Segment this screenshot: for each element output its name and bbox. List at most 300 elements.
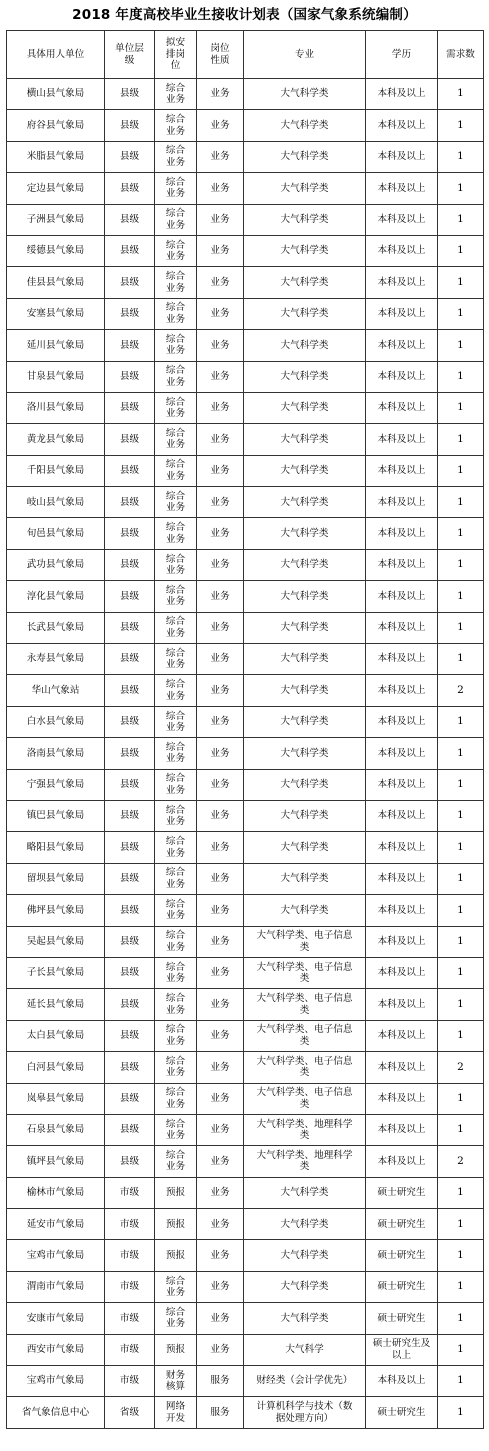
table-row <box>7 79 484 110</box>
education-cell: 本科及以上 <box>366 235 438 266</box>
education-cell: 本科及以上 <box>366 706 438 737</box>
table-row <box>7 1303 484 1334</box>
education-cell: 本科及以上 <box>366 141 438 172</box>
major-cell: 大气科学类 <box>244 235 366 266</box>
table-row <box>7 1334 484 1365</box>
employer-cell: 延安市气象局 <box>7 1209 105 1240</box>
education-cell: 本科及以上 <box>366 1083 438 1114</box>
major-cell: 大气科学类、地理科学类 <box>244 1114 366 1145</box>
demand-count-cell: 1 <box>438 424 484 455</box>
employer-cell: 省气象信息中心 <box>7 1397 105 1428</box>
employer-cell: 宝鸡市气象局 <box>7 1240 105 1271</box>
demand-count-cell: 1 <box>438 957 484 988</box>
planned-post-cell: 综合业务 <box>155 957 197 988</box>
unit-level-cell: 县级 <box>105 989 155 1020</box>
demand-count-cell: 2 <box>438 1146 484 1177</box>
post-nature-cell: 业务 <box>197 989 244 1020</box>
table-row <box>7 957 484 988</box>
education-cell: 本科及以上 <box>366 1114 438 1145</box>
planned-post-cell: 综合业务 <box>155 581 197 612</box>
planned-post-cell: 综合业务 <box>155 1052 197 1083</box>
post-nature-cell: 服务 <box>197 1366 244 1397</box>
planned-post-cell: 综合业务 <box>155 267 197 298</box>
table-row <box>7 298 484 329</box>
table-row <box>7 832 484 863</box>
demand-count-cell: 1 <box>438 1271 484 1302</box>
unit-level-cell: 县级 <box>105 863 155 894</box>
education-cell: 本科及以上 <box>366 769 438 800</box>
unit-level-cell: 县级 <box>105 675 155 706</box>
employer-cell: 略阳县气象局 <box>7 832 105 863</box>
unit-level-cell: 省级 <box>105 1397 155 1428</box>
post-nature-cell: 业务 <box>197 675 244 706</box>
employer-cell: 华山气象站 <box>7 675 105 706</box>
demand-count-cell: 1 <box>438 769 484 800</box>
recruitment-plan-table <box>6 30 484 1429</box>
major-cell: 大气科学类 <box>244 1177 366 1208</box>
table-row <box>7 675 484 706</box>
table-row <box>7 581 484 612</box>
planned-post-cell: 综合业务 <box>155 926 197 957</box>
planned-post-cell: 综合业务 <box>155 487 197 518</box>
planned-post-cell: 综合业务 <box>155 832 197 863</box>
education-cell: 硕士研究生及以上 <box>366 1334 438 1365</box>
demand-count-cell: 1 <box>438 1209 484 1240</box>
employer-cell: 子洲县气象局 <box>7 204 105 235</box>
major-cell: 大气科学类 <box>244 424 366 455</box>
unit-level-cell: 县级 <box>105 110 155 141</box>
demand-count-cell: 1 <box>438 330 484 361</box>
demand-count-cell: 1 <box>438 1397 484 1428</box>
demand-count-cell: 1 <box>438 800 484 831</box>
demand-count-cell: 1 <box>438 989 484 1020</box>
demand-count-cell: 1 <box>438 455 484 486</box>
demand-count-cell: 1 <box>438 392 484 423</box>
planned-post-cell: 综合业务 <box>155 1146 197 1177</box>
major-cell: 大气科学类、电子信息类 <box>244 1083 366 1114</box>
unit-level-cell: 县级 <box>105 361 155 392</box>
major-cell: 大气科学类、电子信息类 <box>244 957 366 988</box>
planned-post-cell: 综合业务 <box>155 644 197 675</box>
table-row <box>7 1146 484 1177</box>
post-nature-cell: 业务 <box>197 1083 244 1114</box>
education-cell: 本科及以上 <box>366 424 438 455</box>
post-nature-cell: 业务 <box>197 832 244 863</box>
table-row <box>7 235 484 266</box>
employer-cell: 留坝县气象局 <box>7 863 105 894</box>
employer-cell: 绥德县气象局 <box>7 235 105 266</box>
unit-level-cell: 县级 <box>105 1083 155 1114</box>
major-cell: 大气科学类 <box>244 455 366 486</box>
demand-count-cell: 2 <box>438 1052 484 1083</box>
employer-cell: 岐山县气象局 <box>7 487 105 518</box>
planned-post-cell: 综合业务 <box>155 298 197 329</box>
education-cell: 本科及以上 <box>366 957 438 988</box>
education-cell: 本科及以上 <box>366 298 438 329</box>
post-nature-cell: 业务 <box>197 235 244 266</box>
demand-count-cell: 1 <box>438 267 484 298</box>
post-nature-cell: 业务 <box>197 110 244 141</box>
planned-post-cell: 综合业务 <box>155 863 197 894</box>
planned-post-cell: 综合业务 <box>155 549 197 580</box>
table-row <box>7 612 484 643</box>
planned-post-cell: 综合业务 <box>155 518 197 549</box>
unit-level-cell: 县级 <box>105 800 155 831</box>
post-nature-cell: 业务 <box>197 298 244 329</box>
unit-level-cell: 县级 <box>105 706 155 737</box>
demand-count-cell: 1 <box>438 581 484 612</box>
unit-level-cell: 县级 <box>105 455 155 486</box>
table-row <box>7 1177 484 1208</box>
table-row <box>7 330 484 361</box>
employer-cell: 宝鸡市气象局 <box>7 1366 105 1397</box>
planned-post-cell: 综合业务 <box>155 361 197 392</box>
unit-level-cell: 县级 <box>105 487 155 518</box>
employer-cell: 横山县气象局 <box>7 79 105 110</box>
major-cell: 大气科学类 <box>244 549 366 580</box>
major-cell: 大气科学类 <box>244 863 366 894</box>
major-cell: 大气科学类 <box>244 361 366 392</box>
education-cell: 硕士研究生 <box>366 1209 438 1240</box>
employer-cell: 洛川县气象局 <box>7 392 105 423</box>
education-cell: 本科及以上 <box>366 518 438 549</box>
unit-level-cell: 县级 <box>105 612 155 643</box>
post-nature-cell: 业务 <box>197 424 244 455</box>
table-row <box>7 1240 484 1271</box>
planned-post-cell: 综合业务 <box>155 1083 197 1114</box>
planned-post-cell: 综合业务 <box>155 424 197 455</box>
planned-post-cell: 综合业务 <box>155 141 197 172</box>
unit-level-cell: 县级 <box>105 235 155 266</box>
unit-level-cell: 县级 <box>105 204 155 235</box>
post-nature-cell: 业务 <box>197 926 244 957</box>
demand-count-cell: 1 <box>438 110 484 141</box>
major-cell: 大气科学类 <box>244 141 366 172</box>
major-cell: 大气科学类 <box>244 518 366 549</box>
employer-cell: 永寿县气象局 <box>7 644 105 675</box>
post-nature-cell: 业务 <box>197 800 244 831</box>
major-cell: 大气科学类 <box>244 769 366 800</box>
major-cell: 大气科学类 <box>244 832 366 863</box>
employer-cell: 渭南市气象局 <box>7 1271 105 1302</box>
post-nature-cell: 业务 <box>197 141 244 172</box>
page-title: 2018 年度高校毕业生接收计划表（国家气象系统编制） <box>72 7 417 23</box>
unit-level-cell: 县级 <box>105 895 155 926</box>
major-cell: 大气科学类 <box>244 1303 366 1334</box>
demand-count-cell: 1 <box>438 644 484 675</box>
unit-level-cell: 县级 <box>105 1146 155 1177</box>
planned-post-cell: 综合业务 <box>155 110 197 141</box>
employer-cell: 米脂县气象局 <box>7 141 105 172</box>
planned-post-cell: 综合业务 <box>155 79 197 110</box>
planned-post-cell: 综合业务 <box>155 675 197 706</box>
unit-level-cell: 县级 <box>105 1114 155 1145</box>
employer-cell: 安康市气象局 <box>7 1303 105 1334</box>
demand-count-cell: 1 <box>438 1114 484 1145</box>
education-cell: 本科及以上 <box>366 455 438 486</box>
demand-count-cell: 1 <box>438 1366 484 1397</box>
post-nature-cell: 业务 <box>197 1271 244 1302</box>
unit-level-cell: 县级 <box>105 549 155 580</box>
demand-count-cell: 1 <box>438 738 484 769</box>
planned-post-cell: 预报 <box>155 1240 197 1271</box>
unit-level-cell: 县级 <box>105 769 155 800</box>
planned-post-cell: 综合业务 <box>155 706 197 737</box>
planned-post-cell: 综合业务 <box>155 989 197 1020</box>
unit-level-cell: 市级 <box>105 1271 155 1302</box>
post-nature-cell: 业务 <box>197 361 244 392</box>
demand-count-cell: 1 <box>438 1177 484 1208</box>
major-cell: 大气科学类 <box>244 706 366 737</box>
education-cell: 硕士研究生 <box>366 1271 438 1302</box>
employer-cell: 千阳县气象局 <box>7 455 105 486</box>
education-cell: 硕士研究生 <box>366 1303 438 1334</box>
unit-level-cell: 县级 <box>105 173 155 204</box>
employer-cell: 白水县气象局 <box>7 706 105 737</box>
table-row <box>7 1114 484 1145</box>
major-cell: 大气科学类 <box>244 173 366 204</box>
post-nature-cell: 服务 <box>197 1397 244 1428</box>
employer-cell: 洛南县气象局 <box>7 738 105 769</box>
employer-cell: 淳化县气象局 <box>7 581 105 612</box>
post-nature-cell: 业务 <box>197 455 244 486</box>
demand-count-cell: 1 <box>438 235 484 266</box>
demand-count-cell: 1 <box>438 895 484 926</box>
post-nature-cell: 业务 <box>197 1177 244 1208</box>
post-nature-cell: 业务 <box>197 204 244 235</box>
unit-level-cell: 县级 <box>105 1052 155 1083</box>
education-cell: 本科及以上 <box>366 895 438 926</box>
post-nature-cell: 业务 <box>197 549 244 580</box>
education-cell: 本科及以上 <box>366 581 438 612</box>
demand-count-cell: 1 <box>438 1083 484 1114</box>
header-employer: 具体用人单位 <box>7 31 105 79</box>
employer-cell: 武功县气象局 <box>7 549 105 580</box>
unit-level-cell: 县级 <box>105 424 155 455</box>
employer-cell: 延长县气象局 <box>7 989 105 1020</box>
post-nature-cell: 业务 <box>197 738 244 769</box>
demand-count-cell: 1 <box>438 1020 484 1051</box>
major-cell: 大气科学类 <box>244 738 366 769</box>
education-cell: 本科及以上 <box>366 330 438 361</box>
major-cell: 大气科学类 <box>244 1209 366 1240</box>
planned-post-cell: 综合业务 <box>155 1114 197 1145</box>
demand-count-cell: 1 <box>438 173 484 204</box>
education-cell: 本科及以上 <box>366 1020 438 1051</box>
header-post-nature: 岗位性质 <box>197 31 244 79</box>
employer-cell: 岚皋县气象局 <box>7 1083 105 1114</box>
table-row <box>7 518 484 549</box>
table-row <box>7 989 484 1020</box>
table-row <box>7 1020 484 1051</box>
employer-cell: 黄龙县气象局 <box>7 424 105 455</box>
planned-post-cell: 预报 <box>155 1209 197 1240</box>
employer-cell: 太白县气象局 <box>7 1020 105 1051</box>
planned-post-cell: 综合业务 <box>155 612 197 643</box>
post-nature-cell: 业务 <box>197 1334 244 1365</box>
education-cell: 本科及以上 <box>366 832 438 863</box>
unit-level-cell: 县级 <box>105 738 155 769</box>
table-row <box>7 895 484 926</box>
major-cell: 大气科学类 <box>244 110 366 141</box>
post-nature-cell: 业务 <box>197 1240 244 1271</box>
employer-cell: 榆林市气象局 <box>7 1177 105 1208</box>
unit-level-cell: 市级 <box>105 1366 155 1397</box>
education-cell: 本科及以上 <box>366 644 438 675</box>
education-cell: 本科及以上 <box>366 800 438 831</box>
major-cell: 大气科学类 <box>244 330 366 361</box>
education-cell: 硕士研究生 <box>366 1240 438 1271</box>
education-cell: 本科及以上 <box>366 1146 438 1177</box>
education-cell: 本科及以上 <box>366 173 438 204</box>
employer-cell: 佳县县气象局 <box>7 267 105 298</box>
unit-level-cell: 县级 <box>105 644 155 675</box>
post-nature-cell: 业务 <box>197 1303 244 1334</box>
unit-level-cell: 县级 <box>105 518 155 549</box>
planned-post-cell: 综合业务 <box>155 204 197 235</box>
unit-level-cell: 县级 <box>105 581 155 612</box>
demand-count-cell: 1 <box>438 204 484 235</box>
table-row <box>7 487 484 518</box>
post-nature-cell: 业务 <box>197 79 244 110</box>
planned-post-cell: 综合业务 <box>155 800 197 831</box>
planned-post-cell: 综合业务 <box>155 235 197 266</box>
table-row <box>7 1083 484 1114</box>
major-cell: 大气科学类、电子信息类 <box>244 926 366 957</box>
unit-level-cell: 市级 <box>105 1209 155 1240</box>
employer-cell: 旬邑县气象局 <box>7 518 105 549</box>
post-nature-cell: 业务 <box>197 895 244 926</box>
education-cell: 本科及以上 <box>366 863 438 894</box>
planned-post-cell: 财务核算 <box>155 1366 197 1397</box>
major-cell: 大气科学类 <box>244 79 366 110</box>
education-cell: 本科及以上 <box>366 738 438 769</box>
post-nature-cell: 业务 <box>197 518 244 549</box>
education-cell: 本科及以上 <box>366 361 438 392</box>
demand-count-cell: 1 <box>438 487 484 518</box>
table-row <box>7 1052 484 1083</box>
header-demand-count: 需求数 <box>438 31 484 79</box>
major-cell: 大气科学类 <box>244 298 366 329</box>
major-cell: 大气科学类、地理科学类 <box>244 1146 366 1177</box>
education-cell: 本科及以上 <box>366 612 438 643</box>
post-nature-cell: 业务 <box>197 330 244 361</box>
planned-post-cell: 预报 <box>155 1334 197 1365</box>
planned-post-cell: 预报 <box>155 1177 197 1208</box>
table-row <box>7 424 484 455</box>
table-row <box>7 1366 484 1397</box>
planned-post-cell: 综合业务 <box>155 1271 197 1302</box>
table-row <box>7 1209 484 1240</box>
major-cell: 大气科学类 <box>244 392 366 423</box>
post-nature-cell: 业务 <box>197 267 244 298</box>
demand-count-cell: 1 <box>438 832 484 863</box>
employer-cell: 安塞县气象局 <box>7 298 105 329</box>
post-nature-cell: 业务 <box>197 706 244 737</box>
table-row <box>7 738 484 769</box>
table-row <box>7 173 484 204</box>
demand-count-cell: 1 <box>438 1334 484 1365</box>
unit-level-cell: 县级 <box>105 392 155 423</box>
education-cell: 硕士研究生 <box>366 1397 438 1428</box>
post-nature-cell: 业务 <box>197 487 244 518</box>
employer-cell: 佛坪县气象局 <box>7 895 105 926</box>
employer-cell: 白河县气象局 <box>7 1052 105 1083</box>
major-cell: 大气科学类 <box>244 675 366 706</box>
table-row <box>7 204 484 235</box>
major-cell: 大气科学类、电子信息类 <box>244 1052 366 1083</box>
unit-level-cell: 县级 <box>105 330 155 361</box>
unit-level-cell: 市级 <box>105 1334 155 1365</box>
employer-cell: 镇巴县气象局 <box>7 800 105 831</box>
table-row <box>7 455 484 486</box>
table-row <box>7 1271 484 1302</box>
employer-cell: 吴起县气象局 <box>7 926 105 957</box>
post-nature-cell: 业务 <box>197 173 244 204</box>
major-cell: 大气科学类 <box>244 1240 366 1271</box>
demand-count-cell: 1 <box>438 926 484 957</box>
major-cell: 财经类（会计学优先） <box>244 1366 366 1397</box>
employer-cell: 西安市气象局 <box>7 1334 105 1365</box>
post-nature-cell: 业务 <box>197 644 244 675</box>
major-cell: 大气科学类 <box>244 267 366 298</box>
employer-cell: 镇坪县气象局 <box>7 1146 105 1177</box>
table-row <box>7 706 484 737</box>
unit-level-cell: 县级 <box>105 1020 155 1051</box>
demand-count-cell: 1 <box>438 518 484 549</box>
table-header-row <box>7 31 484 79</box>
unit-level-cell: 市级 <box>105 1240 155 1271</box>
education-cell: 本科及以上 <box>366 989 438 1020</box>
table-row <box>7 549 484 580</box>
table-row <box>7 644 484 675</box>
major-cell: 大气科学类 <box>244 581 366 612</box>
education-cell: 本科及以上 <box>366 79 438 110</box>
planned-post-cell: 综合业务 <box>155 173 197 204</box>
post-nature-cell: 业务 <box>197 1114 244 1145</box>
post-nature-cell: 业务 <box>197 1052 244 1083</box>
post-nature-cell: 业务 <box>197 1020 244 1051</box>
table-body <box>7 79 484 1429</box>
demand-count-cell: 1 <box>438 1303 484 1334</box>
demand-count-cell: 1 <box>438 612 484 643</box>
post-nature-cell: 业务 <box>197 612 244 643</box>
demand-count-cell: 1 <box>438 361 484 392</box>
education-cell: 本科及以上 <box>366 675 438 706</box>
planned-post-cell: 综合业务 <box>155 1303 197 1334</box>
table-row <box>7 926 484 957</box>
major-cell: 大气科学类 <box>244 800 366 831</box>
post-nature-cell: 业务 <box>197 392 244 423</box>
planned-post-cell: 综合业务 <box>155 738 197 769</box>
demand-count-cell: 2 <box>438 675 484 706</box>
demand-count-cell: 1 <box>438 706 484 737</box>
major-cell: 大气科学类、电子信息类 <box>244 1020 366 1051</box>
unit-level-cell: 县级 <box>105 298 155 329</box>
header-unit-level: 单位层级 <box>105 31 155 79</box>
header-planned-post: 拟安排岗位 <box>155 31 197 79</box>
education-cell: 本科及以上 <box>366 392 438 423</box>
education-cell: 本科及以上 <box>366 110 438 141</box>
demand-count-cell: 1 <box>438 1240 484 1271</box>
education-cell: 本科及以上 <box>366 267 438 298</box>
post-nature-cell: 业务 <box>197 581 244 612</box>
table-row <box>7 863 484 894</box>
major-cell: 大气科学类 <box>244 612 366 643</box>
post-nature-cell: 业务 <box>197 1209 244 1240</box>
major-cell: 大气科学类 <box>244 487 366 518</box>
education-cell: 本科及以上 <box>366 926 438 957</box>
